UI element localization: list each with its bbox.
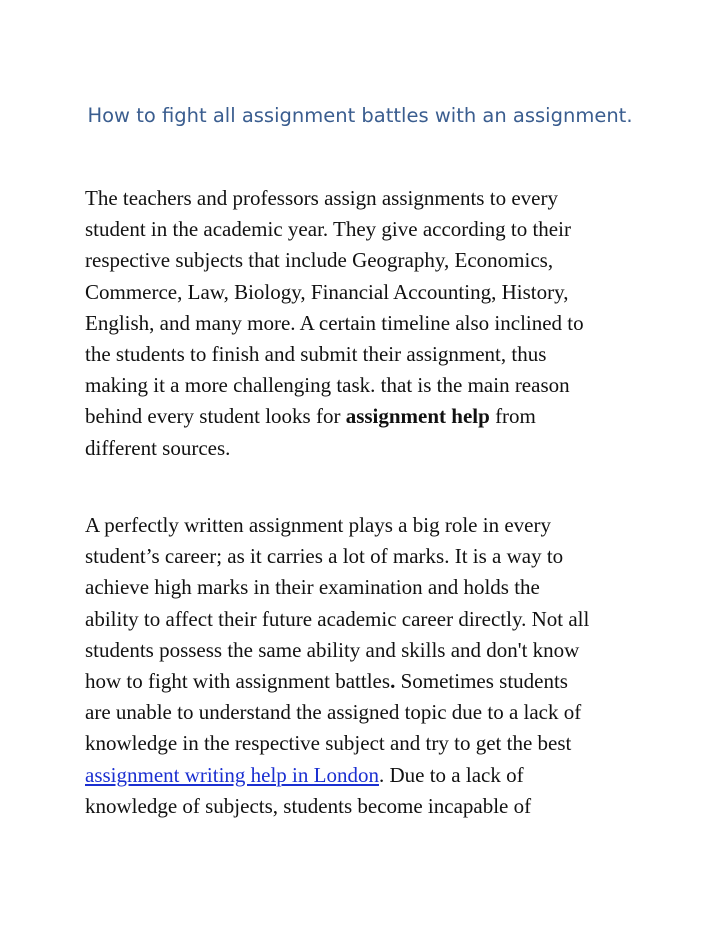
paragraph-line: student in the academic year. They give according to their bbox=[85, 217, 571, 242]
paragraph-line bbox=[85, 666, 645, 697]
paragraph-line: The teachers and professors assign assignments to every bbox=[85, 186, 558, 210]
assignment-writing-help-link[interactable]: assignment writing help in London bbox=[85, 762, 379, 787]
paragraph-line bbox=[85, 401, 645, 432]
bold-period: . bbox=[390, 669, 396, 694]
paragraph-line: respective subjects that include Geography, Economics, bbox=[85, 248, 554, 273]
bold-keyword: assignment help bbox=[345, 404, 490, 429]
paragraph-line: knowledge of subjects, students become incapable of bbox=[85, 793, 532, 818]
text-run: how to fight with assignment battles bbox=[85, 669, 391, 694]
paragraph-line: knowledge in the respective subject and try to get the best bbox=[85, 731, 572, 756]
paragraph-line: Commerce, Law, Biology, Financial Accounting, History, bbox=[85, 279, 569, 304]
paragraph-line: student’s career; as it carries a lot of marks. It is a way to bbox=[85, 544, 564, 569]
paragraph-line bbox=[85, 760, 645, 791]
paragraph-line: the students to finish and submit their assignment, thus bbox=[85, 342, 547, 367]
paragraph-line: different sources. bbox=[85, 435, 231, 460]
paragraph-line: achieve high marks in their examination and holds the bbox=[85, 575, 540, 600]
text-run: . Due to a lack of bbox=[378, 762, 524, 787]
paragraph-line: students possess the same ability and skills and don't know bbox=[85, 637, 580, 662]
paragraph-line: ability to affect their future academic career directly. Not all bbox=[85, 606, 590, 631]
document-heading: How to fight all assignment battles with an assignment. bbox=[87, 104, 633, 127]
text-run: from bbox=[489, 404, 536, 429]
paragraph-line: A perfectly written assignment plays a big role in every bbox=[85, 513, 551, 537]
paragraph-line: making it a more challenging task. that is the main reason bbox=[85, 373, 570, 398]
text-run: behind every student looks for bbox=[85, 404, 346, 429]
text-run: Sometimes students bbox=[395, 669, 568, 694]
paragraph-2 bbox=[85, 510, 645, 822]
paragraph-line: English, and many more. A certain timeline also inclined to bbox=[85, 310, 584, 335]
paragraph-line: are unable to understand the assigned topic due to a lack of bbox=[85, 700, 582, 725]
paragraph-1 bbox=[85, 183, 645, 464]
